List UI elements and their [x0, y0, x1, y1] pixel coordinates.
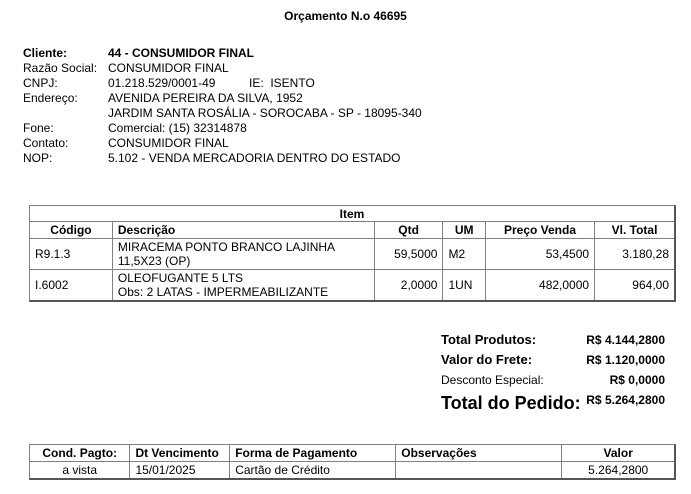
- col-observacoes: Observações: [396, 445, 562, 462]
- payment-table: [29, 444, 676, 480]
- col-forma-pagamento: Forma de Pagamento: [230, 445, 396, 462]
- document-title: Orçamento N.o 46695: [284, 9, 407, 23]
- total-produtos-label: Total Produtos:: [441, 332, 537, 347]
- endereco-value: AVENIDA PEREIRA DA SILVA, 1952: [108, 91, 303, 105]
- cell-total: 3.180,28: [595, 239, 674, 270]
- table-row: [30, 239, 674, 270]
- items-table: [29, 205, 676, 302]
- col-valor: Valor: [562, 445, 674, 462]
- cell-descricao: [113, 270, 375, 300]
- cell-codigo: R9.1.3: [30, 239, 113, 270]
- table-row: [30, 462, 674, 478]
- cell-total: 964,00: [632, 278, 669, 292]
- cell-valor: 5.264,2800: [588, 462, 649, 477]
- razao-social-label: Razão Social:: [23, 61, 98, 75]
- cell-obs: [396, 462, 562, 478]
- col-cond-pagto: Cond. Pagto:: [30, 445, 130, 462]
- total-pedido-label: Total do Pedido:: [441, 393, 581, 413]
- fone-label: Fone:: [23, 121, 54, 135]
- cell-codigo: I.6002: [30, 270, 113, 300]
- nop-label: NOP:: [23, 151, 53, 165]
- items-caption: Item: [30, 206, 674, 222]
- col-dt-vencimento: Dt Vencimento: [130, 445, 230, 462]
- cell-um: 1UN: [443, 270, 485, 300]
- cell-descricao: [113, 239, 375, 270]
- ie-value: IE: ISENTO: [249, 76, 315, 90]
- valor-frete-value: R$ 1.120,0000: [586, 353, 665, 367]
- col-codigo: Código: [30, 222, 113, 239]
- cell-cond: a vista: [30, 462, 130, 478]
- col-qtd: Qtd: [375, 222, 444, 239]
- cell-qtd: 2,0000: [375, 270, 444, 300]
- endereco-line2-value: JARDIM SANTA ROSÁLIA - SOROCABA - SP - 18095-340: [108, 106, 422, 120]
- endereco-label: Endereço:: [23, 91, 78, 105]
- total-pedido-row: [441, 391, 665, 415]
- valor-frete-label: Valor do Frete:: [441, 352, 533, 367]
- cell-um: M2: [443, 239, 485, 270]
- cell-preco: 53,4500: [486, 239, 595, 270]
- col-descricao: Descrição: [113, 222, 375, 239]
- valor-frete-row: [441, 351, 665, 371]
- totals-block: [441, 331, 665, 415]
- cell-vencimento: 15/01/2025: [130, 462, 230, 478]
- descricao-line-1: OLEOFUGANTE 5 LTS: [117, 271, 244, 285]
- fone-value: Comercial: (15) 32314878: [108, 121, 247, 135]
- descricao-line-2: 11,5X23 (OP): [117, 254, 191, 268]
- desconto-label: Desconto Especial:: [441, 373, 544, 387]
- desconto-row: [441, 371, 665, 391]
- cell-qtd: 59,5000: [375, 239, 444, 270]
- client-value: 44 - CONSUMIDOR FINAL: [108, 46, 255, 60]
- descricao-line-2: Obs: 2 LATAS - IMPERMEABILIZANTE: [117, 285, 329, 299]
- razao-social-value: CONSUMIDOR FINAL: [108, 61, 229, 75]
- cnpj-value: 01.218.529/0001-49: [108, 76, 216, 90]
- col-preco-venda: Preço Venda: [486, 222, 595, 239]
- cell-preco: 482,0000: [486, 270, 595, 300]
- nop-value: 5.102 - VENDA MERCADORIA DENTRO DO ESTADO: [108, 151, 401, 165]
- total-produtos-value: R$ 4.144,2800: [586, 333, 665, 347]
- total-produtos-row: [441, 331, 665, 351]
- descricao-line-1: MIRACEMA PONTO BRANCO LAJINHA: [117, 240, 336, 254]
- total-pedido-value: R$ 5.264,2800: [586, 393, 665, 407]
- col-um: UM: [443, 222, 485, 239]
- cnpj-label: CNPJ:: [23, 76, 58, 90]
- contato-label: Contato:: [23, 136, 69, 150]
- desconto-value: R$ 0,0000: [609, 373, 665, 387]
- contato-value: CONSUMIDOR FINAL: [108, 136, 229, 150]
- cell-forma: Cartão de Crédito: [230, 462, 396, 478]
- table-row: [30, 270, 674, 300]
- col-vl-total: Vl. Total: [595, 222, 674, 239]
- client-label: Cliente:: [23, 46, 68, 60]
